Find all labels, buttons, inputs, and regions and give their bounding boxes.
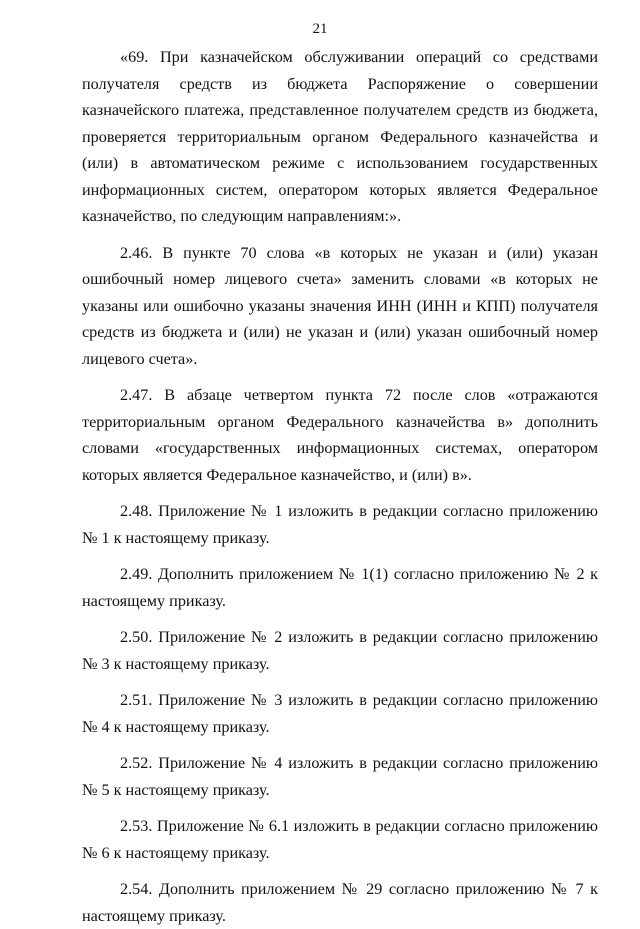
- paragraph-2-49: 2.49. Дополнить приложением № 1(1) согласно приложению № 2 к настоящему приказу.: [82, 565, 598, 610]
- paragraph-2-51: 2.51. Приложение № 3 изложить в редакции согласно приложению № 4 к настоящему приказу.: [82, 691, 598, 736]
- paragraph-2-50: 2.50. Приложение № 2 изложить в редакции согласно приложению № 3 к настоящему приказу.: [82, 628, 598, 673]
- document-body: [82, 44, 598, 929]
- paragraph-2-52: 2.52. Приложение № 4 изложить в редакции согласно приложению № 5 к настоящему приказу.: [82, 754, 598, 799]
- paragraph-69-quote: «69. При казначейском обслуживании операций со средствами получателя средств из бюджета Распоряжение о совершении казначейского платежа, представленное получателем средств из бюджета, проверяется территориальным органом Федерального казначейства и (или) в автоматическом режиме с использованием государственных информационных систем, оператором которых является Федеральное казначейство, по следующим направлениям:».: [82, 48, 598, 225]
- paragraph-2-53: 2.53. Приложение № 6.1 изложить в редакции согласно приложению № 6 к настоящему приказу.: [82, 817, 598, 862]
- paragraph-2-54: 2.54. Дополнить приложением № 29 согласно приложению № 7 к настоящему приказу.: [82, 880, 598, 925]
- page-number: 21: [312, 21, 328, 37]
- paragraph-2-46: 2.46. В пункте 70 слова «в которых не указан и (или) указан ошибочный номер лицевого счета» заменить словами «в которых не указаны или ошибочно указаны значения ИНН (ИНН и КПП) получателя средств из бюджета и (или) не указан и (или) указан ошибочный номер лицевого счета».: [82, 243, 598, 368]
- paragraph-2-48: 2.48. Приложение № 1 изложить в редакции согласно приложению № 1 к настоящему приказу.: [82, 502, 598, 547]
- paragraph-2-47: 2.47. В абзаце четвертом пункта 72 после слов «отражаются территориальным органом Федерального казначейства в» дополнить словами «государственных информационных системах, оператором которых является Федеральное казначейство, и (или) в».: [82, 386, 598, 484]
